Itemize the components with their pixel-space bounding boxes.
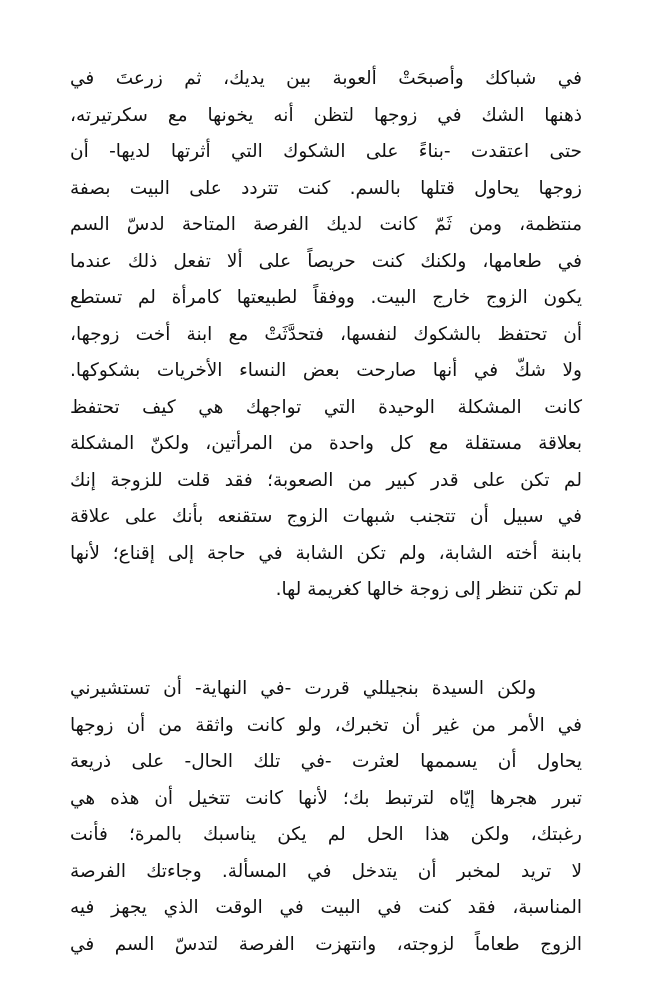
text-line: الزوج طعاماً لزوجته، وانتهزت الفرصة لتدسّ السم في [70,933,582,955]
text-line: في سبيل أن تتجنب شبهات الزوج ستقنعه بأنك على علاقة [70,506,582,527]
text-line: كانت المشكلة الوحيدة التي تواجهك هي كيف تحتفظ [70,396,582,418]
text-line: لا تريد لمخبر أن يتدخل في المسألة. وجاءتك الفرصة [70,860,582,882]
text-line: تبرر هجرها إيّاه لترتبط بك؛ لأنها كانت تتخيل أن هذه هي [70,787,582,809]
text-line: بابنة أخته الشابة، ولم تكن الشابة في حاجة إلى إقناع؛ لأنها [70,542,582,564]
text-line: زوجها يحاول قتلها بالسم. كنت تتردد على البيت بصفة [70,177,582,199]
text-line: في شباكك وأصبحَتْ ألعوبة بين يديك، ثم زرعتَ في [70,68,582,89]
text-line: لم تكن على قدر كبير من الصعوبة؛ فقد قلت للزوجة إنك [70,469,582,491]
text-line: بعلاقة مستقلة مع كل واحدة من المرأتين، ولكنّ المشكلة [70,433,582,454]
text-line: ولا شكّ في أنها صارحت بعض النساء الأخريات بشكوكها. [70,360,582,381]
text-line: يكون الزوج خارج البيت. ووفقاً لطبيعتها كامرأة لم تستطع [70,287,582,308]
text-line: منتظمة، ومن ثَمّ كانت لديك الفرصة المتاحة لدسّ السم [70,214,582,235]
text-line: يحاول أن يسممها لعثرت -في تلك الحال- على ذريعة [70,751,582,772]
text-line: أن تحتفظ بالشكوك لنفسها، فتحدَّثَتْ مع ابنة أخت زوجها، [70,323,582,345]
text-line: ذهنها الشك في زوجها لتظن أنه يخونها مع سكرتيرته، [70,104,582,126]
paragraph-1 [70,61,582,609]
paragraph-2 [70,671,582,963]
text-line: المناسبة، فقد كنت في البيت في الوقت الذي يجهز فيه [70,897,582,918]
text-line: في طعامها، ولكنك كنت حريصاً على ألا تفعل ذلك عندما [70,250,582,272]
text-line: لم تكن تنظر إلى زوجة خالها كغريمة لها. [275,579,582,600]
text-line: في الأمر من غير أن تخبرك، ولو كانت واثقة من أن زوجها [70,714,582,736]
text-line: ولكن السيدة بنجيللي قررت -في النهاية- أن تستشيرني [70,678,536,699]
text-line: حتى اعتقدت -بناءً على الشكوك التي أثرتها لديها- أن [70,141,582,162]
text-line: رغبتك، ولكن هذا الحل لم يكن يناسبك بالمرة؛ فأنت [70,824,582,845]
